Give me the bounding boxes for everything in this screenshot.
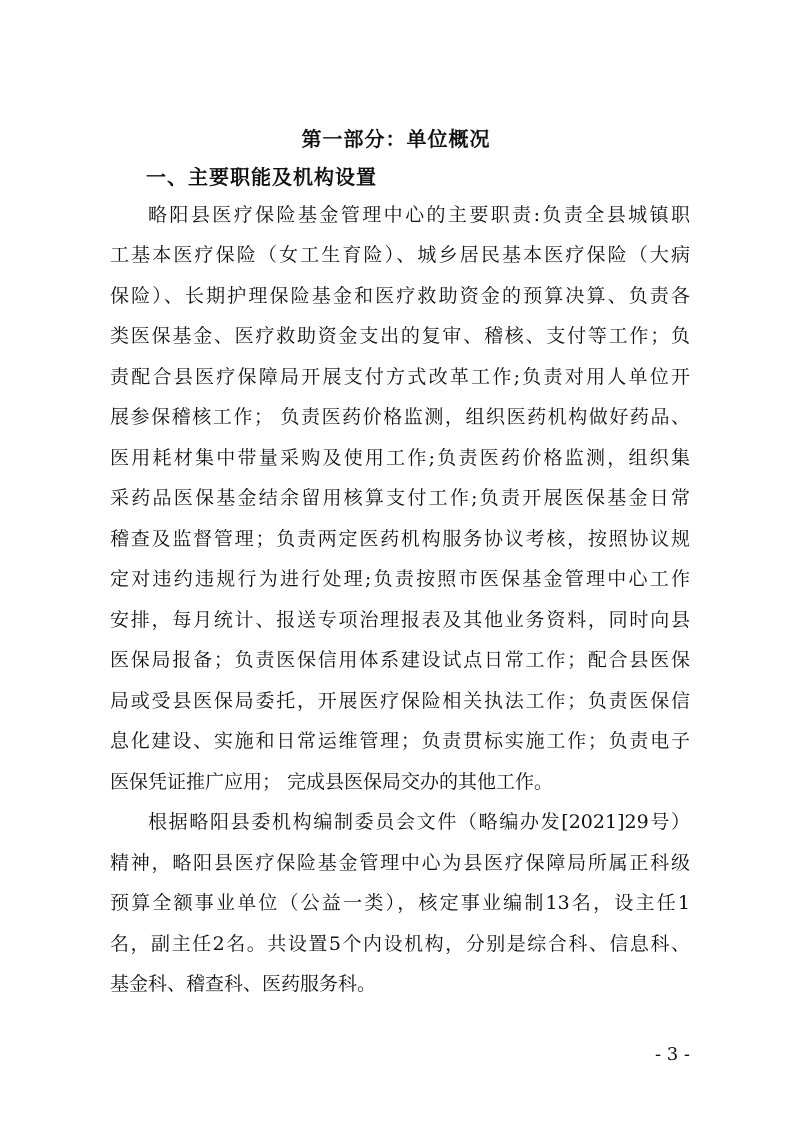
paragraph-line: 预算全额事业单位（公益一类），核定事业编制13名，设主任1	[110, 892, 690, 914]
paragraph-line: 安排，每月统计、报送专项治理报表及其他业务资料，同时向县	[110, 609, 690, 631]
page-number: - 3 -	[654, 1044, 690, 1065]
paragraph-line: 局或受县医保局委托，开展医疗保险相关执法工作；负责医保信	[110, 690, 690, 712]
part-title: 第一部分：单位概况	[301, 127, 491, 151]
paragraph-line: 责配合县医疗保障局开展支付方式改革工作;负责对用人单位开	[110, 366, 690, 388]
paragraph-line: 根据略阳县委机构编制委员会文件（略编办发[2021]29号）	[148, 811, 690, 833]
paragraph-line: 精神，略阳县医疗保险基金管理中心为县医疗保障局所属正科级	[110, 852, 690, 874]
paragraph-line: 工基本医疗保险（女工生育险）、城乡居民基本医疗保险（大病	[110, 244, 690, 266]
paragraph-line: 定对违约违规行为进行处理;负责按照市医保基金管理中心工作	[110, 568, 690, 590]
paragraph-line: 医用耗材集中带量采购及使用工作;负责医药价格监测，组织集	[110, 447, 690, 469]
paragraph-line: 医保局报备；负责医保信用体系建设试点日常工作；配合县医保	[110, 649, 690, 671]
section-title: 一、主要职能及机构设置	[146, 165, 377, 189]
paragraph-line: 类医保基金、医疗救助资金支出的复审、稽核、支付等工作；负	[110, 325, 690, 347]
paragraph-line: 息化建设、实施和日常运维管理；负责贯标实施工作；负责电子	[110, 730, 690, 752]
paragraph-line: 采药品医保基金结余留用核算支付工作;负责开展医保基金日常	[110, 487, 690, 509]
paragraph-line: 名，副主任2名。共设置5个内设机构，分别是综合科、信息科、	[110, 933, 690, 955]
paragraph-line: 稽查及监督管理；负责两定医药机构服务协议考核，按照协议规	[110, 528, 690, 550]
paragraph-line: 略阳县医疗保险基金管理中心的主要职责:负责全县城镇职	[148, 204, 690, 226]
paragraph-line: 医保凭证推广应用； 完成县医保局交办的其他工作。	[110, 771, 554, 793]
paragraph-line: 展参保稽核工作； 负责医药价格监测，组织医药机构做好药品、	[110, 406, 690, 428]
paragraph-line: 基金科、稽查科、医药服务科。	[110, 973, 377, 995]
paragraph-line: 保险）、长期护理保险基金和医疗救助资金的预算决算、负责各	[110, 285, 690, 307]
